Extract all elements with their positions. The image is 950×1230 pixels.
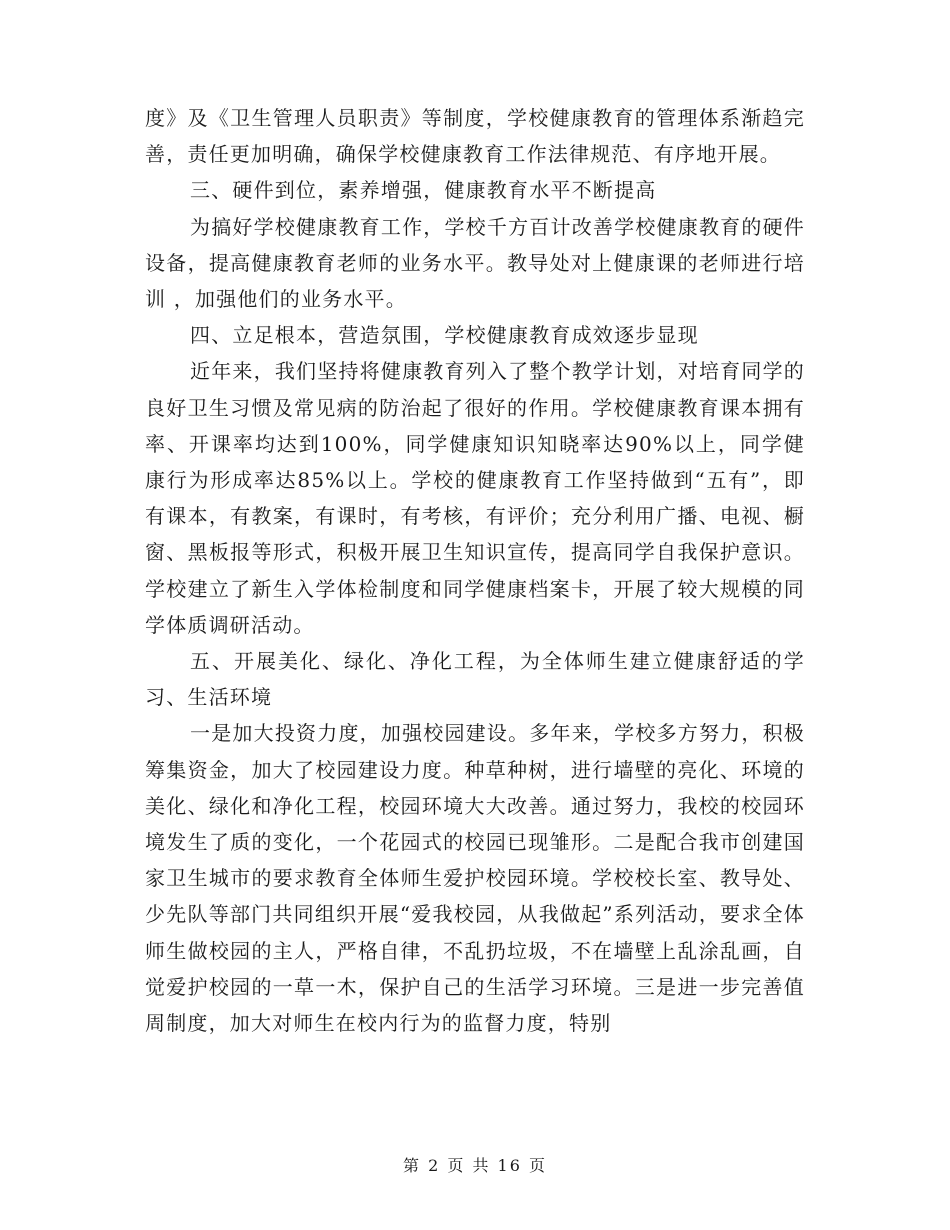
- page-footer: 第 2 页 共 16 页: [403, 1156, 547, 1175]
- section-heading-4: 四、立足根本，营造氛围，学校健康教育成效逐步显现: [190, 323, 699, 348]
- paragraph-2: 为搞好学校健康教育工作，学校千方百计改善学校健康教育的硬件设备，提高健康教育老师的业务水平。教导处对上健康课的老师进行培训 ，加强他们的业务水平。: [145, 214, 805, 312]
- section-heading-5: 五、开展美化、绿化、净化工程，为全体师生建立健康舒适的学习、生活环境: [145, 649, 805, 710]
- paragraph-1: 度》及《卫生管理人员职责》等制度，学校健康教育的管理体系渐趋完善，责任更加明确，确保学校健康教育工作法律规范、有序地开展。: [145, 106, 805, 167]
- section-heading-3: 三、硬件到位，素养增强，健康教育水平不断提高: [190, 178, 657, 203]
- document-body: [145, 100, 805, 1041]
- paragraph-3: 近年来，我们坚持将健康教育列入了整个教学计划，对培育同学的良好卫生习惯及常见病的防治起了很好的作用。学校健康教育课本拥有率、开课率均达到100%，同学健康知识知晓率达90%以上，同学健康行为形成率达85%以上。学校的健康教育工作坚持做到“五有”，即有课本，有教案，有课时，有考核，有评价；充分利用广播、电视、橱窗、黑板报等形式，积极开展卫生知识宣传，提高同学自我保护意识。学校建立了新生入学体检制度和同学健康档案卡，开展了较大规模的同学体质调研活动。: [145, 359, 805, 637]
- paragraph-4: 一是加大投资力度，加强校园建设。多年来，学校多方努力，积极筹集资金，加大了校园建设力度。种草种树，进行墙壁的亮化、环境的美化、绿化和净化工程，校园环境大大改善。通过努力，我校的校园环境发生了质的变化，一个花园式的校园已现雏形。二是配合我市创建国家卫生城市的要求教育全体师生爱护校园环境。学校校长室、教导处、少先队等部门共同组织开展“爱我校园，从我做起”系列活动，要求全体师生做校园的主人，严格自律，不乱扔垃圾，不在墙壁上乱涂乱画，自觉爱护校园的一草一木，保护自己的生活学习环境。三是进一步完善值周制度，加大对师生在校内行为的监督力度，特别: [145, 721, 805, 1036]
